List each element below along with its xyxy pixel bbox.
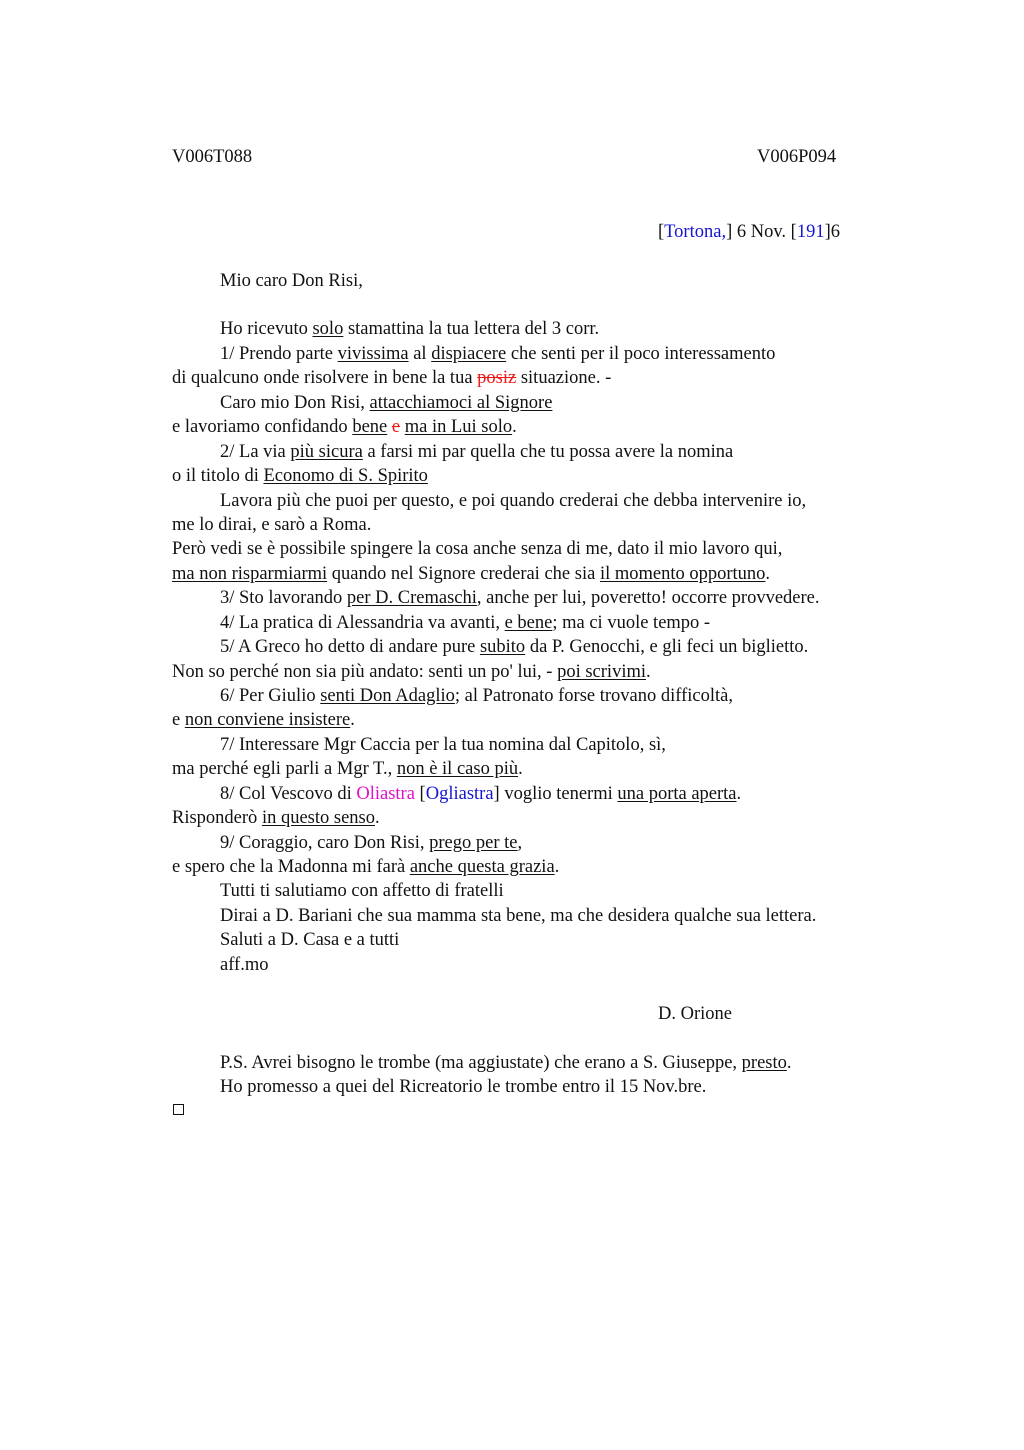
- deleted-text: posiz: [477, 368, 517, 388]
- deleted-text: e: [391, 417, 401, 437]
- date-bracket-open: [: [658, 222, 665, 242]
- text-line: di qualcuno onde risolvere in bene la tua posiz situazione. -: [172, 368, 612, 388]
- text-line: 2/ La via più sicura a farsi mi par quella che tu possa avere la nomina: [220, 442, 734, 462]
- text-line: 1/ Prendo parte vivissima al dispiacere che senti per il poco interessamento: [220, 344, 776, 364]
- text-line: 4/ La pratica di Alessandria va avanti, e bene; ma ci vuole tempo -: [220, 613, 711, 633]
- text-line: ma perché egli parli a Mgr T., non è il caso più.: [172, 759, 523, 779]
- editor-correction: Ogliastra: [425, 784, 494, 804]
- original-spelling: Oliastra: [356, 784, 415, 804]
- closing: aff.mo: [220, 955, 269, 975]
- text-line: 8/ Col Vescovo di Oliastra [Ogliastra] voglio tenermi una porta aperta.: [220, 784, 742, 804]
- text-line: Lavora più che puoi per questo, e poi quando crederai che debba intervenire io,: [220, 491, 807, 511]
- date-day-month: ] 6 Nov. [: [726, 222, 797, 242]
- document-code-right: V006P094: [757, 147, 837, 167]
- date-year-part: 191: [796, 222, 825, 242]
- date-place: Tortona,: [664, 222, 727, 242]
- text-line: o il titolo di Economo di S. Spirito: [172, 466, 428, 486]
- text-line: 6/ Per Giulio senti Don Adaglio; al Patronato forse trovano difficoltà,: [220, 686, 733, 706]
- text-line: Tutti ti salutiamo con affetto di fratelli: [220, 881, 504, 901]
- text-line: 7/ Interessare Mgr Caccia per la tua nomina dal Capitolo, sì,: [220, 735, 666, 755]
- text-line: 3/ Sto lavorando per D. Cremaschi, anche per lui, poveretto! occorre provvedere.: [220, 588, 820, 608]
- text-line: e non conviene insistere.: [172, 710, 355, 730]
- text-line: Risponderò in questo senso.: [172, 808, 380, 828]
- text-line: 5/ A Greco ho detto di andare pure subito da P. Genocchi, e gli feci un biglietto.: [220, 637, 809, 657]
- end-marker-box: [173, 1104, 184, 1115]
- text-line: Non so perché non sia più andato: senti un po' lui, - poi scrivimi.: [172, 662, 651, 682]
- document-code-left: V006T088: [172, 147, 253, 167]
- salutation: Mio caro Don Risi,: [220, 271, 363, 291]
- text-line: Dirai a D. Bariani che sua mamma sta bene, ma che desidera qualche sua lettera.: [220, 906, 817, 926]
- date-year-end: ]6: [824, 222, 840, 242]
- text-line: 9/ Coraggio, caro Don Risi, prego per te,: [220, 833, 523, 853]
- letter-date: [658, 220, 840, 244]
- text-line: e spero che la Madonna mi farà anche questa grazia.: [172, 857, 560, 877]
- text-line: Saluti a D. Casa e a tutti: [220, 930, 400, 950]
- text-line: e lavoriamo confidando bene e ma in Lui solo.: [172, 417, 517, 437]
- text-line: me lo dirai, e sarò a Roma.: [172, 515, 372, 535]
- postscript-line: P.S. Avrei bisogno le trombe (ma aggiustate) che erano a S. Giuseppe, presto.: [220, 1053, 792, 1073]
- signature: D. Orione: [658, 1004, 732, 1024]
- text-line: ma non risparmiarmi quando nel Signore crederai che sia il momento opportuno.: [172, 564, 771, 584]
- text-line: Però vedi se è possibile spingere la cosa anche senza di me, dato il mio lavoro qui,: [172, 539, 783, 559]
- postscript-line: Ho promesso a quei del Ricreatorio le trombe entro il 15 Nov.bre.: [220, 1077, 707, 1097]
- text-line: Caro mio Don Risi, attacchiamoci al Signore: [220, 393, 553, 413]
- text-line: Ho ricevuto solo stamattina la tua lettera del 3 corr.: [220, 319, 600, 339]
